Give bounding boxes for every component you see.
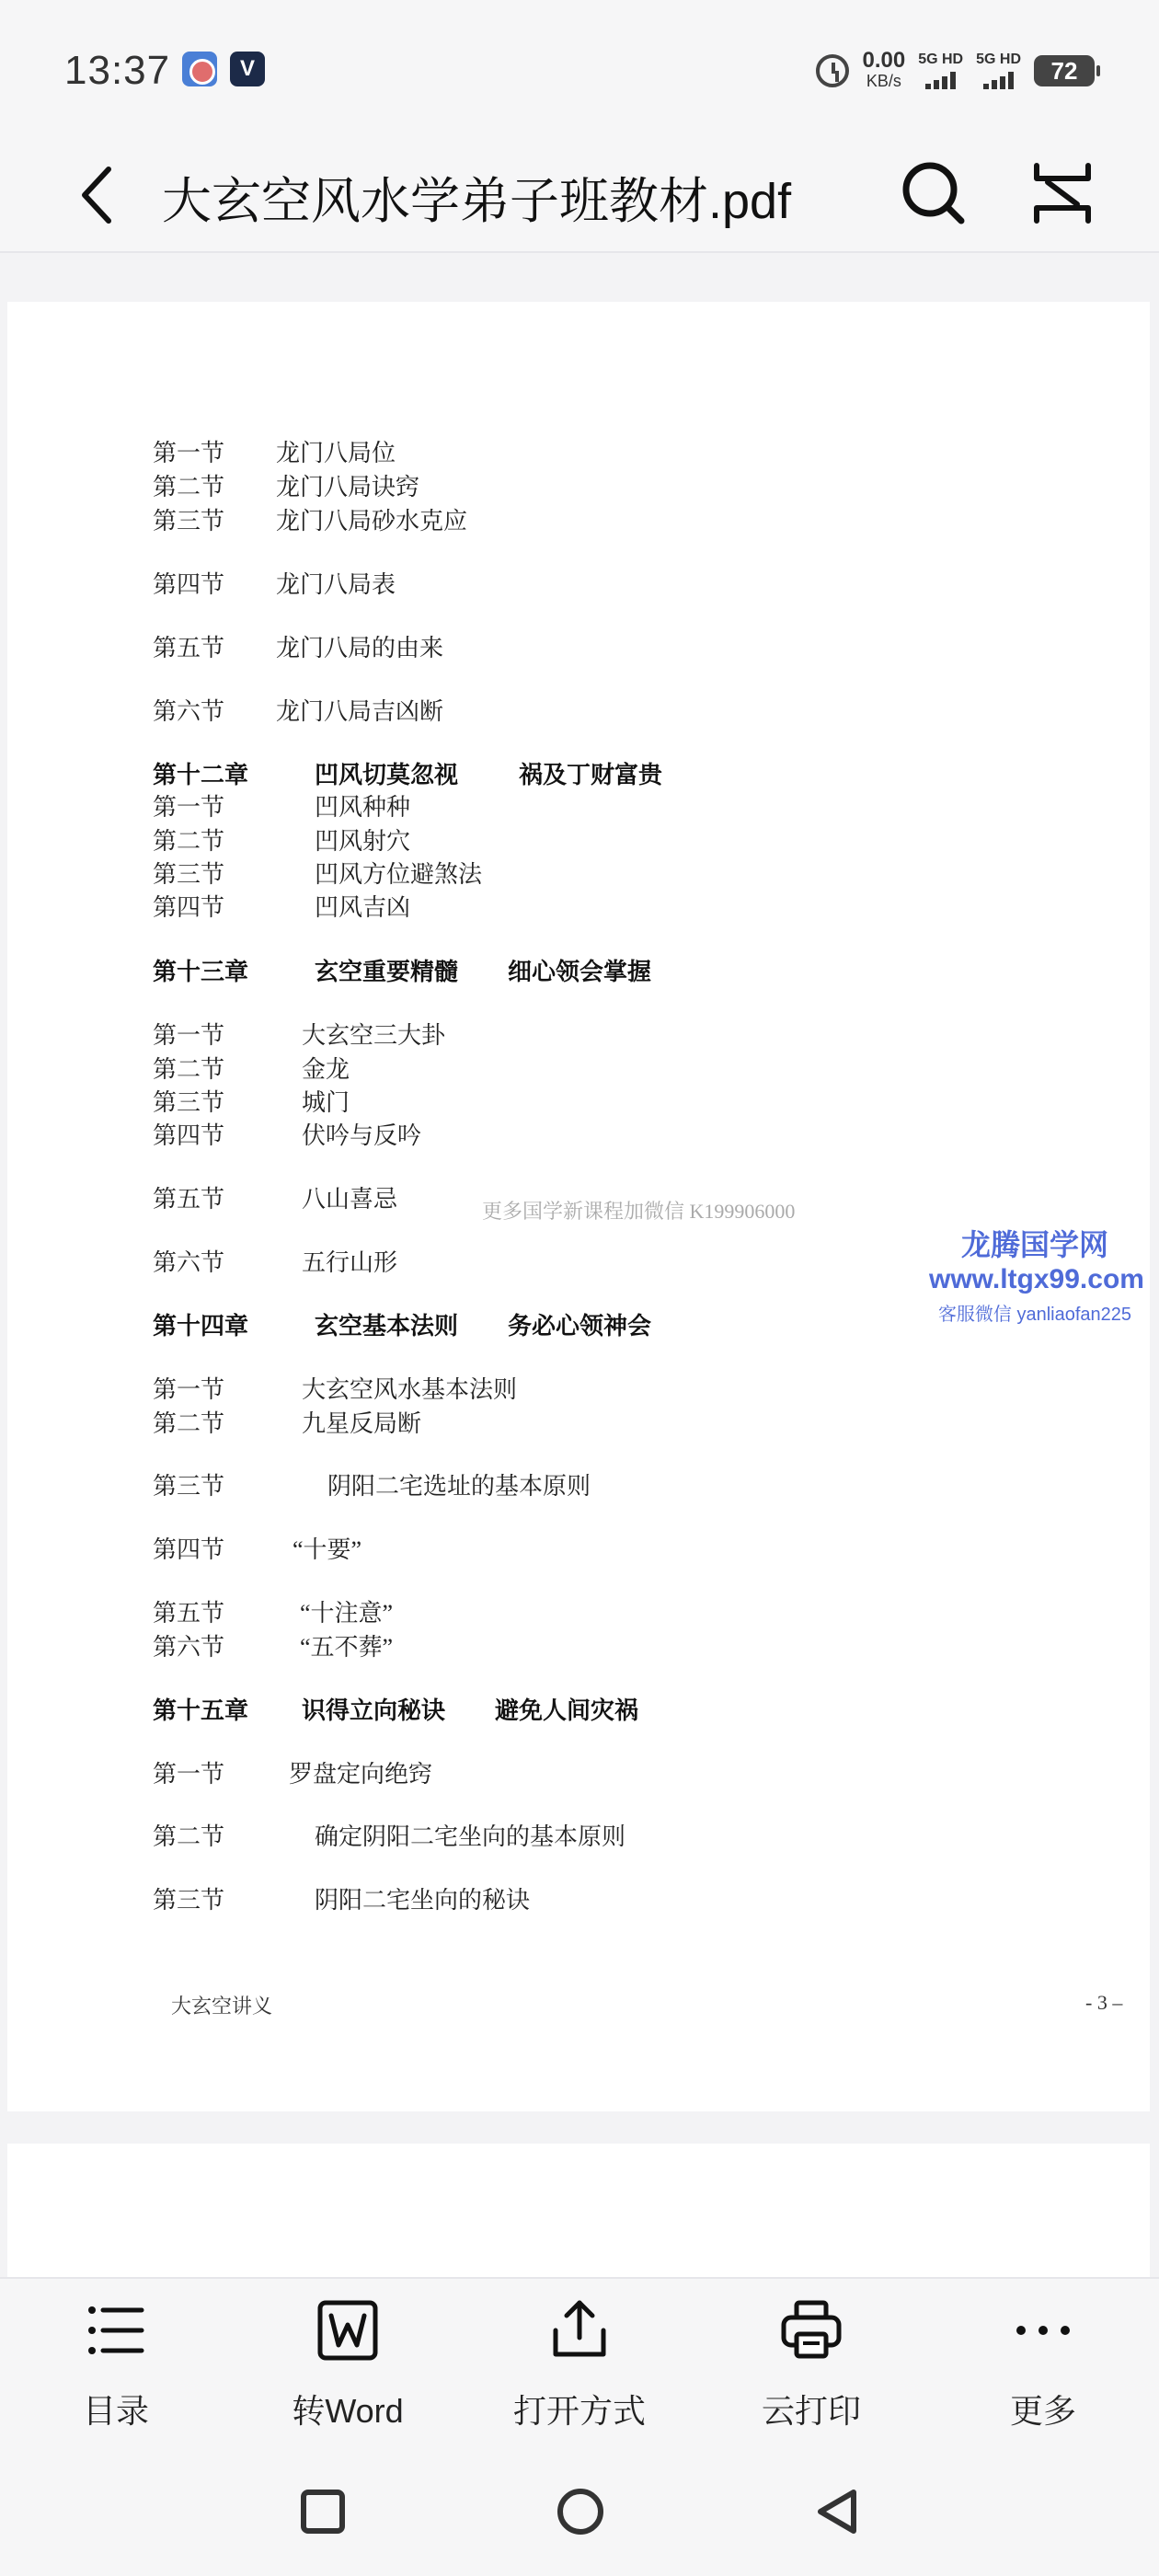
bottom-toolbar: [0, 2277, 1159, 2452]
toc-button[interactable]: [24, 2279, 208, 2454]
watermark-contact: 客服微信 yanliaofan225: [937, 1305, 1132, 1325]
more-button[interactable]: [951, 2279, 1135, 2454]
section-title: “五不葬”: [300, 1634, 394, 1661]
section-number: 第二节: [153, 828, 225, 855]
app-notification-icon: [182, 52, 217, 86]
next-pdf-page[interactable]: [7, 2144, 1150, 2277]
section-title: 龙门八局吉凶断: [276, 698, 444, 725]
section-number: 第四节: [153, 1536, 225, 1563]
section-number: 第一节: [153, 1761, 225, 1788]
section-title: “十要”: [293, 1536, 362, 1563]
section-number: 第五节: [153, 1600, 225, 1627]
battery-icon: 72: [1034, 55, 1095, 86]
section-title: 龙门八局表: [276, 571, 396, 598]
section-number: 第四节: [153, 894, 225, 921]
chapter-subtitle: 务必心领神会: [508, 1313, 652, 1340]
section-title: 龙门八局的由来: [276, 635, 444, 661]
section-title: 伏吟与反吟: [302, 1122, 422, 1149]
section-number: 第三节: [153, 508, 225, 535]
section-title: “十注意”: [300, 1600, 394, 1627]
cloud-print-label: 云打印: [761, 2392, 861, 2430]
section-title: 阴阳二宅选址的基本原则: [327, 1473, 591, 1500]
section-title: 阴阳二宅坐向的秘诀: [315, 1887, 531, 1914]
sim1-signal-icon: [918, 52, 963, 89]
section-title: 大玄空三大卦: [302, 1022, 446, 1049]
chapter-number: 第十三章: [153, 959, 249, 985]
toc-label: 目录: [82, 2392, 149, 2430]
section-title: 五行山形: [302, 1249, 398, 1276]
section-title: 八山喜忌: [302, 1186, 398, 1213]
chapter-subtitle: 细心领会掌握: [508, 959, 652, 985]
open-with-label: 打开方式: [512, 2392, 646, 2430]
share-icon: [546, 2297, 613, 2363]
section-number: 第一节: [153, 1022, 225, 1049]
section-number: 第一节: [153, 1376, 225, 1403]
section-number: 第三节: [153, 1473, 225, 1500]
section-title: 城门: [302, 1089, 350, 1116]
v-app-notification-icon: V: [230, 52, 265, 86]
convert-word-button[interactable]: [256, 2279, 440, 2454]
watermark-url: www.ltgx99.com: [929, 1264, 1144, 1294]
chapter-number: 第十四章: [153, 1313, 249, 1340]
more-label: 更多: [1009, 2392, 1076, 2430]
section-title: 凹风种种: [315, 794, 411, 821]
chapter-title: 玄空基本法则: [315, 1313, 459, 1340]
section-number: 第二节: [153, 1056, 225, 1083]
title-bar: [0, 138, 1159, 253]
section-title: 龙门八局诀窍: [276, 474, 420, 500]
section-number: 第二节: [153, 1410, 225, 1437]
alarm-icon: [816, 54, 849, 87]
watermark-text: 更多国学新课程加微信 K199906000: [482, 1200, 796, 1223]
chapter-subtitle: 祸及丁财富贵: [519, 762, 663, 788]
watermark-logo: [929, 1222, 1144, 1326]
section-number: 第二节: [153, 1823, 225, 1850]
section-number: 第四节: [153, 571, 225, 598]
section-title: 龙门八局砂水克应: [276, 508, 468, 535]
page-number: - 3 –: [1085, 1991, 1123, 2014]
network-speed-unit: KB/s: [866, 72, 901, 90]
section-title: 确定阴阳二宅坐向的基本原则: [315, 1823, 626, 1850]
chapter-subtitle: 避免人间灾祸: [495, 1697, 639, 1724]
sim2-signal-icon: [976, 52, 1021, 89]
section-number: 第五节: [153, 1186, 225, 1213]
section-title: 凹风射穴: [315, 828, 411, 855]
system-nav-bar: [0, 2452, 1159, 2576]
back-arrow-icon[interactable]: [64, 158, 138, 232]
section-title: 金龙: [302, 1056, 350, 1083]
section-number: 第一节: [153, 440, 225, 466]
chapter-title: 玄空重要精髓: [315, 959, 459, 985]
watermark-brand-name: 龙腾国学网: [960, 1228, 1108, 1261]
section-number: 第六节: [153, 698, 225, 725]
section-number: 第二节: [153, 474, 225, 500]
document-title: 大玄空风水学弟子班教材.pdf: [162, 174, 792, 229]
section-number: 第六节: [153, 1249, 225, 1276]
printer-icon: [778, 2297, 844, 2363]
section-number: 第六节: [153, 1634, 225, 1661]
word-icon: [315, 2297, 381, 2363]
chapter-number: 第十二章: [153, 762, 249, 788]
section-title: 凹风吉凶: [315, 894, 411, 921]
section-title: 龙门八局位: [276, 440, 396, 466]
chapter-title: 凹风切莫忽视: [315, 762, 459, 788]
section-number: 第四节: [153, 1122, 225, 1149]
chapter-number: 第十五章: [153, 1697, 249, 1724]
status-indicators: [816, 48, 1095, 94]
section-number: 第三节: [153, 861, 225, 888]
fold-view-icon[interactable]: [1026, 156, 1099, 230]
section-title: 九星反局断: [302, 1410, 422, 1437]
section-number: 第五节: [153, 635, 225, 661]
open-with-button[interactable]: [488, 2279, 671, 2454]
sim2-label: 5G HD: [976, 52, 1021, 67]
page-footer-title: 大玄空讲义: [171, 1995, 273, 2018]
section-title: 凹风方位避煞法: [315, 861, 483, 888]
status-bar: [0, 0, 1159, 138]
list-icon: [83, 2297, 149, 2363]
sim1-label: 5G HD: [918, 52, 964, 67]
convert-word-label: 转Word: [292, 2392, 404, 2430]
more-icon: [1010, 2297, 1076, 2363]
section-title: 罗盘定向绝窍: [289, 1761, 433, 1788]
recents-square-icon[interactable]: [291, 2479, 355, 2544]
status-time: 13:37: [64, 48, 171, 93]
section-number: 第三节: [153, 1887, 225, 1914]
network-speed-value: 0.00: [862, 48, 906, 73]
back-triangle-icon[interactable]: [806, 2479, 870, 2544]
section-number: 第三节: [153, 1089, 225, 1116]
network-speed: [862, 48, 906, 91]
chapter-title: 识得立向秘诀: [302, 1697, 446, 1724]
home-circle-icon[interactable]: [548, 2479, 613, 2544]
section-title: 大玄空风水基本法则: [302, 1376, 518, 1403]
search-icon[interactable]: [897, 156, 970, 230]
cloud-print-button[interactable]: [719, 2279, 903, 2454]
section-number: 第一节: [153, 794, 225, 821]
